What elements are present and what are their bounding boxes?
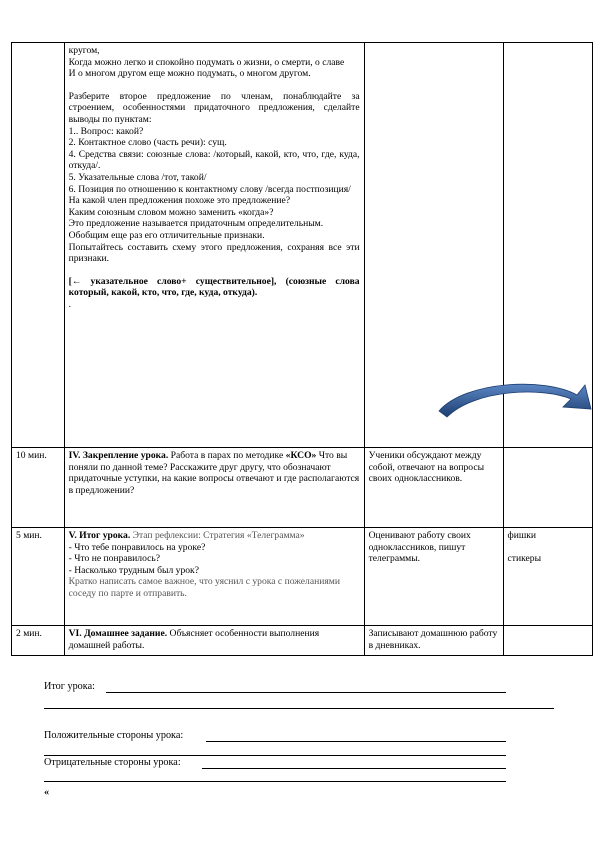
task-line: На какой член предложения похоже это предложение? [68,195,291,207]
lesson-plan-table [11,42,593,656]
question-line: - Насколько трудным был урок? [68,564,199,576]
time-cell: 2 мин. [12,626,65,656]
activity-cell [64,626,364,656]
negative-line [44,781,506,782]
dot: . [68,298,72,310]
poem-line: И о многом другом еще можно подумать, о многом другом. [68,68,311,80]
table-row [12,448,593,528]
activity-cell [64,448,364,528]
task-line: Это предложение называется придаточным определительным. [68,218,324,230]
task-line: Попытайтесь составить схему этого предложения, сохраняя все эти признаки. [68,241,360,265]
scheme-text: [← указательное слово+ существительное], (союзные слова который, какой, кто, что, где, куда, откуда). [68,275,360,299]
students-cell: Записывают домашнюю работу в дневниках. [364,626,503,656]
resources-cell [503,528,592,626]
time-cell: 10 мин. [12,448,65,528]
result-underline [106,692,506,693]
question-line: - Что тебе понравилось на уроке? [68,541,206,553]
stage-title: IV. Закрепление урока. [68,450,169,461]
poem-line: кругом, [68,45,100,56]
quote-mark: « [44,787,50,798]
method-name: «КСО» [285,450,317,461]
table-row [12,626,593,656]
resource-item: фишки [507,530,537,541]
activity-cell [64,528,364,626]
table-row [12,528,593,626]
question-line: - Что не понравилось? [68,553,161,565]
activity-cell [64,43,364,448]
curved-arrow-icon [435,377,595,421]
stage-text: Что вы поняли по данной теме? Расскажите друг другу, что обозначают придаточные уступки, на какие вопросы отвечают и где располагаются в предложении? [68,450,360,496]
students-cell: Оценивают работу своих одноклассников, пишут телеграммы. [364,528,503,626]
task-line: 5. Указательные слова /тот, такой/ [68,171,207,183]
positive-line [44,755,506,756]
positive-underline [206,741,506,742]
stage-text: Этап рефлексии: Стратегия «Телеграмма» [130,530,305,541]
result-label: Итог урока: [44,681,95,692]
task-line: 4. Средства связи: союзные слова: /который, какой, кто, что, где, куда, откуда/. [68,148,360,172]
time-cell: 5 мин. [12,528,65,626]
negative-underline [202,768,506,769]
resources-cell [503,626,592,656]
students-cell: Ученики обсуждают между собой, отвечают на вопросы своих одноклассников. [364,448,503,528]
task-line: 1.. Вопрос: какой? [68,125,144,137]
poem-line: Когда можно легко и спокойно подумать о жизни, о смерти, о славе [68,56,345,68]
stage-title: V. Итог урока. [68,530,131,541]
resource-item: стикеры [507,552,542,564]
stage-text: Работа в парах по методике [168,450,286,461]
task-line: Разберите второе предложение по членам, понаблюдайте за строением, особенностями придаточного предложения, сделайте выводы по пунктам: [68,90,360,125]
time-cell [12,43,65,448]
task-line: 2. Контактное слово (часть речи): сущ. [68,137,227,149]
task-line: Каким союзным словом можно заменить «когда»? [68,206,274,218]
stage-title: VI. Домашнее задание. [68,628,168,639]
task-line: 6. Позиция по отношению к контактному слову /всегда постпозиция/ [68,183,351,195]
task-line: Обобщим еще раз его отличительные признаки. [68,229,265,241]
negative-label: Отрицательные стороны урока: [44,757,181,768]
result-line [44,708,554,709]
arrow-body [439,384,591,417]
positive-label: Положительные стороны урока: [44,730,184,741]
stage-text: Объясняет особенности выполнения домашней работы. [68,628,320,651]
instruction-text: Кратко написать самое важное, что уяснил с урока с пожеланиями соседу по парте и отправить. [68,576,340,599]
resources-cell [503,448,592,528]
